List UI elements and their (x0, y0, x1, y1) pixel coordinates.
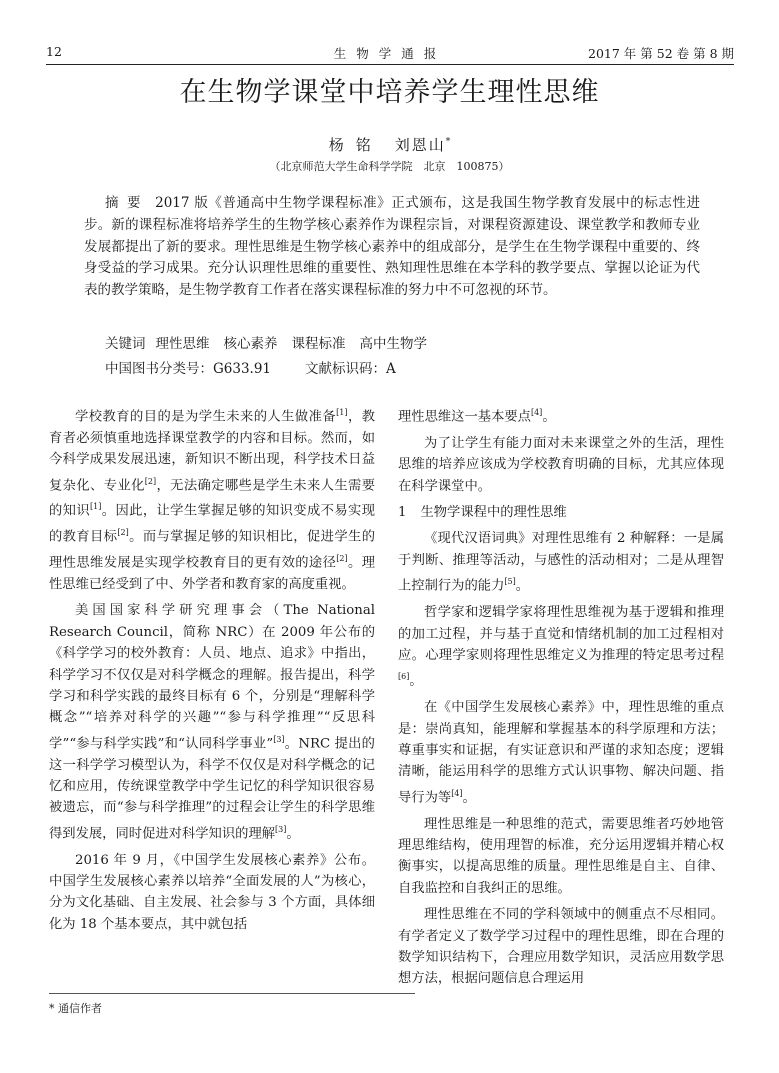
doc-code-value: A (386, 361, 396, 377)
body-paragraph: 理性思维在不同的学科领域中的侧重点不尽相同。有学者定义了数学学习过程中的理性思维，即在合理的数学知识结构下，合理应用数学知识，灵活应用数学思想方法，根据问题信息合理运用 (398, 907, 724, 987)
clc-label: 中国图书分类号： (105, 361, 213, 377)
section-number: 1 (398, 505, 407, 521)
header-rule (46, 64, 734, 65)
section-heading (398, 502, 724, 523)
clc-value: G633.91 (213, 361, 272, 377)
body-paragraph: 为了让学生有能力面对未来课堂之外的生活，理性思维的培养应该成为学校教育明确的目标，尤其应体现在科学课堂中。 (398, 435, 724, 494)
body-paragraph: 理性思维这一基本要点[4]。 (398, 408, 556, 425)
keyword: 理性思维 (155, 336, 210, 352)
journal-name: 生物学通报 (333, 46, 447, 61)
body-column-left (49, 402, 375, 940)
author-line (0, 134, 779, 155)
footnote: * 通信作者 (49, 1002, 102, 1015)
citation: [5] (504, 577, 516, 587)
citation: [6] (398, 672, 410, 682)
affiliation: （北京师范大学生命科学学院 北京 100875） (269, 160, 510, 173)
corresponding-author-mark: * (445, 137, 451, 147)
citation: [3] (275, 824, 287, 834)
citation: [4] (530, 408, 543, 417)
citation: [4] (451, 788, 463, 798)
body-paragraph: 在《中国学生发展核心素养》中，理性思维的重点是：崇尚真知，能理解和掌握基本的科学原理和方法；尊重事实和证据，有实证意识和严谨的求知态度；逻辑清晰，能运用科学的思维方式认识事物、解决问题、指导行为等[4]。 (398, 700, 724, 806)
body-paragraph: 学校教育的目的是为学生未来的人生做准备[1]，教育者必须慎重地选择课堂教学的内容和目标。然而，如今科学成果发展迅速，新知识不断出现，科学技术日益复杂化、专业化[2]，无法确定哪些是学生未来人生需要的知识[1]。因此，让学生掌握足够的知识变成不易实现的教育目标[2]。而与掌握足够的知识相比，促进学生的理性思维发展是实现学校教育目的更有效的途径[2]。理性思维已经受到了中、外学者和教育家的高度重视。 (49, 408, 376, 592)
citation: [2] (336, 554, 348, 564)
body-paragraph: 美国国家科学研究理事会（The National Research Council，简称 NRC）在 2009 年公布的《科学学习的校外教育：人员、地点、追求》中指出，科学学习不仅仅是对科学概念的理解。报告提出，科学学习和科学实践的最终目标有 6 个，分别是“理解科学概念”“培养对科学的兴趣”“参与科学推理”“反思科学”“参与科学实践”和“认同科学事业”[3]。NRC 提出的这一科学学习模型认为，科学不仅仅是对科学概念的记忆和应用，传统课堂教学中学生记忆的科学知识很容易被遗忘，而“参与科学推理”的过程会让学生的科学思维得到发展，同时促进对科学知识的理解[3]。 (49, 603, 375, 842)
classification-line (105, 357, 396, 377)
article-title: 在生物学课堂中培养学生理性思维 (179, 77, 600, 108)
issue-info: 2017 年 第 52 卷 第 8 期 (588, 46, 734, 61)
citation: [1] (90, 502, 102, 512)
citation: [3] (273, 734, 285, 744)
body-paragraph: 2016 年 9 月，《中国学生发展核心素养》公布。中国学生发展核心素养以培养“全面发展的人”为核心，分为文化基础、自主发展、社会参与 3 个方面，具体细化为 18 个基本要点，其中就包括 (49, 852, 375, 932)
author-name: 杨铭 (328, 136, 383, 154)
abstract-label: 摘要 (105, 195, 150, 211)
section-title: 生物学课程中的理性思维 (420, 505, 567, 521)
keywords-label: 关键词 (105, 336, 146, 352)
body-column-right (398, 402, 724, 995)
keyword: 高中生物学 (359, 336, 427, 352)
body-paragraph: 哲学家和逻辑学家将理性思维视为基于逻辑和推理的加工过程，并与基于直觉和情绪机制的加工过程相对应。心理学家则将理性思维定义为推理的特定思考过程[6]。 (398, 605, 724, 689)
citation: [1] (336, 408, 348, 417)
citation: [2] (144, 476, 157, 486)
doc-code-label: 文献标识码： (305, 361, 387, 377)
keyword: 课程标准 (291, 336, 346, 352)
citation: [2] (117, 528, 129, 538)
footnote-rule (49, 993, 415, 994)
abstract-text: 2017 版《普通高中生物学课程标准》正式颁布，这是我国生物学教育发展中的标志性进步。新的课程标准将培养学生的生物学核心素养作为课程宗旨，对课程资源建设、课堂教学和教师专业发展都提出了新的要求。理性思维是生物学核心素养中的组成部分，是学生在生物学课程中重要的、终身受益的学习成果。充分认识理性思维的重要性、熟知理性思维在本学科的教学要点、掌握以论证为代表的教学策略，是生物学教育工作者在落实课程标准的努力中不可忽视的环节。 (84, 195, 700, 299)
running-header (46, 44, 734, 62)
author-name: 刘恩山 (394, 136, 446, 154)
abstract (84, 193, 700, 302)
body-paragraph: 《现代汉语词典》对理性思维有 2 种解释：一是属于判断、推理等活动，与感性的活动相对；二是从理智上控制行为的能力[5]。 (398, 531, 724, 594)
page-number: 12 (46, 44, 62, 59)
keywords-line (105, 332, 427, 352)
keyword: 核心素养 (223, 336, 278, 352)
body-paragraph: 理性思维是一种思维的范式，需要思维者巧妙地管理思维结构，使用理智的标准，充分运用逻辑并精心权衡事实，以提高思维的质量。理性思维是自主、自律、自我监控和自我纠正的思维。 (398, 816, 724, 896)
